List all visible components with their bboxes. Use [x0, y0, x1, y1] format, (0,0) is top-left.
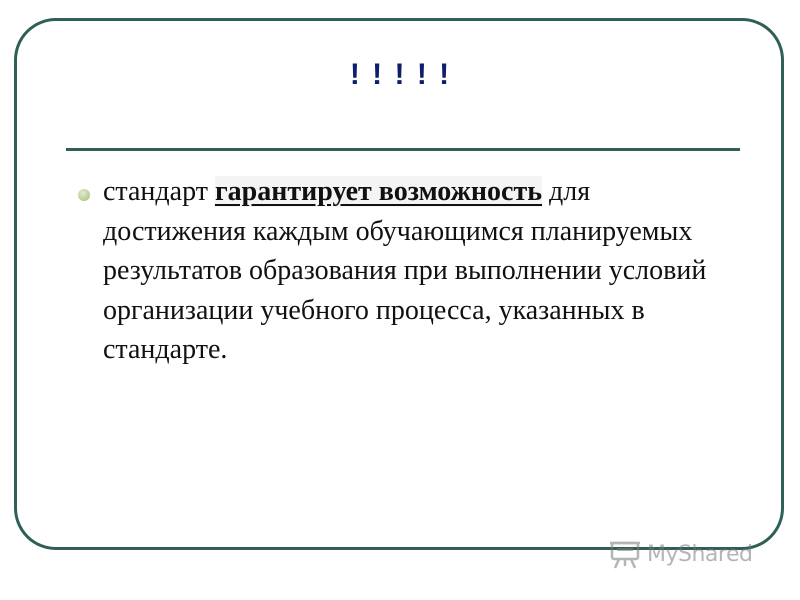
watermark: [609, 537, 752, 571]
bullet-emphasis: гарантирует возможность: [214, 176, 543, 207]
bullet-text-before: стандарт: [103, 176, 215, 207]
watermark-text: MyShared: [647, 541, 753, 567]
bullet-dot-icon: [78, 189, 90, 201]
slide-title: ! ! ! ! !: [349, 58, 451, 91]
bullet-text-after: для достижения каждым обучающимся планируемых результатов образования при выполнении условий организации учебного процесса, указанных в стандарте.: [103, 176, 707, 365]
presentation-board-icon: [609, 538, 641, 570]
title-divider: [66, 148, 740, 151]
bullet-paragraph: [103, 172, 728, 370]
